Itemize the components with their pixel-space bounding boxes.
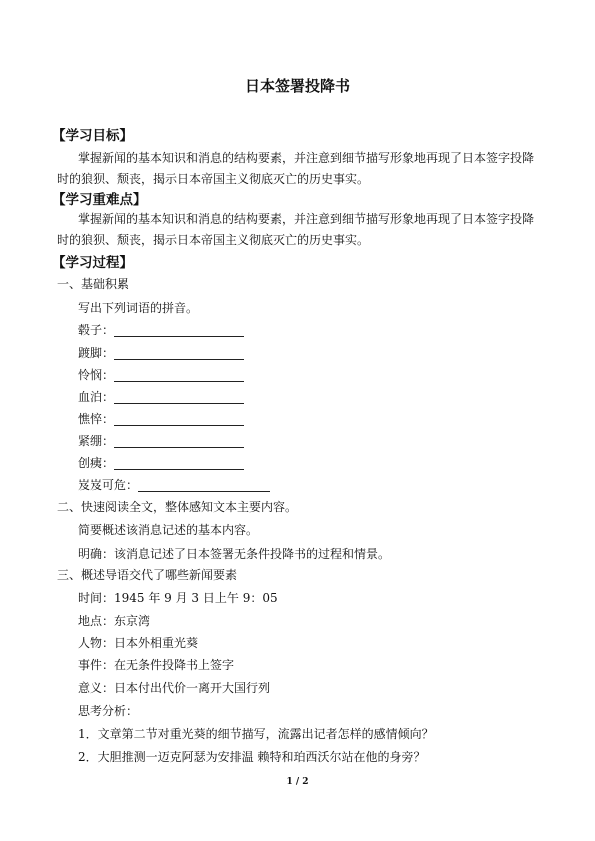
answer-blank[interactable] [138,478,270,492]
question-2: 2．大胆推测一迈克阿瑟为安排温 赖特和珀西沃尔站在他的身旁？ [78,750,426,764]
word-label: 踱脚： [78,346,115,360]
word-item [78,477,270,493]
word-label: 毂子： [78,323,115,337]
question-1: 1．文章第二节对重光葵的细节描写，流露出记者怎样的感情倾向？ [78,727,434,741]
think-label: 思考分析： [78,704,139,718]
part2-heading: 二、快速阅读全文，整体感知文本主要内容。 [57,500,298,514]
word-label: 创痍： [78,456,115,470]
key-text-line-1: 掌握新闻的基本知识和消息的结构要素，并注意到细节描写形象地再现了日本签字投降 [78,212,535,226]
part3-heading: 三、概述导语交代了哪些新闻要素 [57,568,238,582]
page-title: 日本签署投降书 [244,77,350,95]
element-person: 人物：日本外相重光葵 [78,636,199,650]
word-item [78,389,244,405]
word-label: 憔悴： [78,412,115,426]
goals-text-line-1: 掌握新闻的基本知识和消息的结构要素，并注意到细节描写形象地再现了日本签字投降 [78,151,535,165]
section-heading-key-points: 【学习重难点】 [52,192,147,208]
element-event: 事件：在无条件投降书上签字 [78,658,235,672]
answer-blank[interactable] [114,346,244,360]
word-item [78,322,244,338]
word-item [78,433,244,449]
element-time: 时间：1945 年 9 月 3 日上午 9：05 [78,591,278,605]
element-meaning: 意义：日本付出代价一离开大国行列 [78,681,271,695]
answer-blank[interactable] [114,412,244,426]
word-item [78,367,244,383]
answer-blank[interactable] [114,323,244,337]
answer-blank[interactable] [114,434,244,448]
word-label: 怜悯： [78,368,115,382]
word-label: 血泊： [78,390,115,404]
answer-blank[interactable] [114,456,244,470]
word-label: 紧绷： [78,434,115,448]
word-item [78,345,244,361]
word-label: 岌岌可危： [78,478,139,492]
section-heading-goals: 【学习目标】 [52,128,133,144]
goals-text-line-2: 时的狼狈、颓丧，揭示日本帝国主义彻底灭亡的历史事实。 [57,172,370,186]
page-number: 1 / 2 [286,777,309,787]
answer-blank[interactable] [114,390,244,404]
answer-blank[interactable] [114,368,244,382]
part2-answer: 明确：该消息记述了日本签署无条件投降书的过程和情景。 [78,547,391,561]
word-item [78,411,244,427]
element-place: 地点：东京湾 [78,614,151,628]
section-heading-process: 【学习过程】 [52,255,133,271]
key-text-line-2: 时的狼狈、颓丧，揭示日本帝国主义彻底灭亡的历史事实。 [57,233,370,247]
part2-question: 简要概述该消息记述的基本内容。 [78,523,259,537]
part1-heading: 一、基础积累 [57,277,130,291]
part1-instruction: 写出下列词语的拼音。 [78,301,199,315]
word-item [78,455,244,471]
